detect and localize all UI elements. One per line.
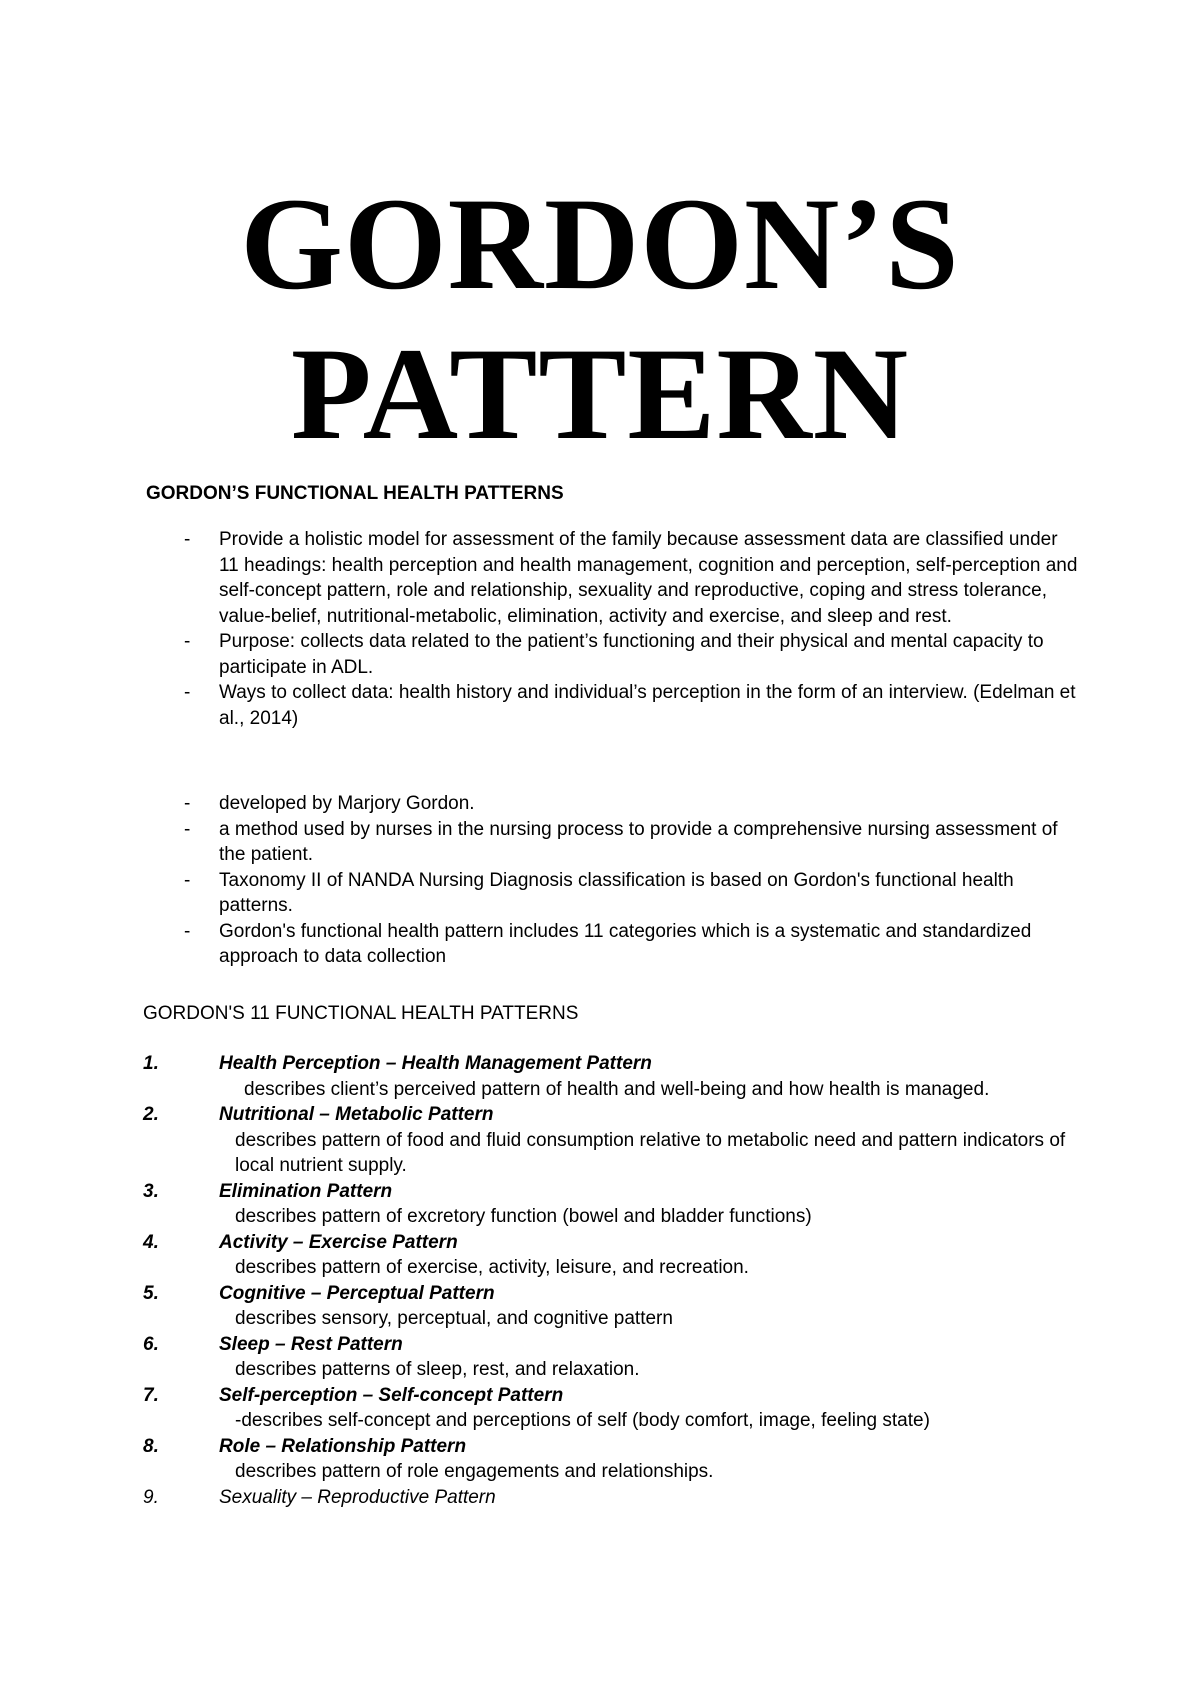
dash-marker: -: [184, 631, 191, 652]
dash-marker: -: [184, 869, 191, 891]
pattern-description: describes patterns of sleep, rest, and relaxation.: [235, 1359, 640, 1380]
pattern-name: Self-perception – Self-concept Pattern: [219, 1384, 564, 1406]
pattern-description: describes pattern of role engagements and relationships.: [235, 1461, 714, 1482]
pattern-name: Nutritional – Metabolic Pattern: [219, 1104, 494, 1125]
pattern-item-7: [0, 1383, 1079, 1434]
patterns-list: [0, 1051, 1079, 1510]
pattern-item-8: [0, 1434, 1079, 1485]
pattern-name: Elimination Pattern: [219, 1180, 393, 1202]
background-bullet-list: [0, 791, 1079, 970]
dash-marker: -: [184, 920, 191, 942]
pattern-description: describes sensory, perceptual, and cognitive pattern: [235, 1308, 673, 1329]
pattern-number: 3.: [143, 1180, 159, 1202]
pattern-description: describes pattern of food and fluid consumption relative to metabolic need and pattern indicators of local nutrient supply.: [235, 1129, 1066, 1176]
bullet-text: a method used by nurses in the nursing process to provide a comprehensive nursing assessment of the patient.: [219, 818, 1058, 865]
document-title-line-2: PATTERN: [290, 320, 910, 467]
pattern-number: 7.: [143, 1384, 159, 1406]
bullet-text: Ways to collect data: health history and individual’s perception in the form of an interview. (Edelman et al., 2014): [219, 682, 1076, 729]
bullet-text: Provide a holistic model for assessment of the family because assessment data are classified under 11 headings: health perception and health management, cognition and perception, self-perception and self-concept pattern, role and relationship, sexuality and reproductive, coping and stress tolerance, value-belief, nutritional-metabolic, elimination, activity and exercise, and sleep and rest.: [219, 529, 1078, 627]
pattern-item-3: [0, 1179, 1079, 1230]
pattern-number: 6.: [143, 1333, 159, 1355]
bullet-text: developed by Marjory Gordon.: [219, 793, 475, 814]
pattern-name: Sleep – Rest Pattern: [219, 1333, 403, 1355]
pattern-number: 1.: [143, 1053, 159, 1074]
pattern-item-1: [0, 1051, 1079, 1102]
pattern-name: Sexuality – Reproductive Pattern: [219, 1486, 496, 1508]
pattern-item-2: [0, 1102, 1079, 1179]
list-item: [0, 791, 1079, 817]
pattern-number: 4.: [143, 1231, 159, 1253]
pattern-description: describes pattern of exercise, activity, leisure, and recreation.: [235, 1257, 749, 1278]
pattern-item-6: [0, 1332, 1079, 1383]
list-item: [0, 629, 1079, 680]
dash-marker: -: [184, 529, 191, 550]
pattern-item-9: [0, 1485, 1079, 1511]
pattern-name: Health Perception – Health Management Pattern: [219, 1053, 652, 1074]
list-item: [0, 680, 1079, 731]
list-item: [0, 919, 1079, 970]
pattern-description: describes pattern of excretory function (bowel and bladder functions): [235, 1206, 812, 1227]
pattern-item-4: [0, 1230, 1079, 1281]
document-title-line-1: GORDON’S: [240, 170, 960, 317]
dash-marker: -: [184, 682, 191, 703]
pattern-name: Activity – Exercise Pattern: [219, 1231, 458, 1253]
pattern-number: 2.: [143, 1104, 159, 1125]
bullet-text: Purpose: collects data related to the patient’s functioning and their physical and mental capacity to participate in ADL.: [219, 631, 1044, 678]
overview-bullet-list: [0, 527, 1079, 731]
list-item: [0, 527, 1079, 629]
bullet-text: Taxonomy II of NANDA Nursing Diagnosis classification is based on Gordon's functional health patterns.: [219, 869, 1014, 916]
pattern-number: 8.: [143, 1435, 159, 1457]
list-item: [0, 868, 1079, 919]
pattern-name: Role – Relationship Pattern: [219, 1435, 467, 1457]
pattern-number: 9.: [143, 1486, 159, 1508]
pattern-description: describes client’s perceived pattern of health and well-being and how health is managed.: [244, 1078, 990, 1100]
pattern-name: Cognitive – Perceptual Pattern: [219, 1282, 495, 1304]
list-item: [0, 817, 1079, 868]
pattern-item-5: [0, 1281, 1079, 1332]
dash-marker: -: [184, 818, 191, 840]
bullet-text: Gordon's functional health pattern includes 11 categories which is a systematic and standardized approach to data collection: [219, 920, 1032, 967]
section-heading-11-patterns: GORDON'S 11 FUNCTIONAL HEALTH PATTERNS: [143, 1003, 579, 1024]
section-heading-functional-health-patterns: GORDON’S FUNCTIONAL HEALTH PATTERNS: [146, 483, 564, 504]
dash-marker: -: [184, 793, 191, 814]
pattern-description: -describes self-concept and perceptions of self (body comfort, image, feeling state): [235, 1410, 930, 1431]
pattern-number: 5.: [143, 1282, 159, 1304]
